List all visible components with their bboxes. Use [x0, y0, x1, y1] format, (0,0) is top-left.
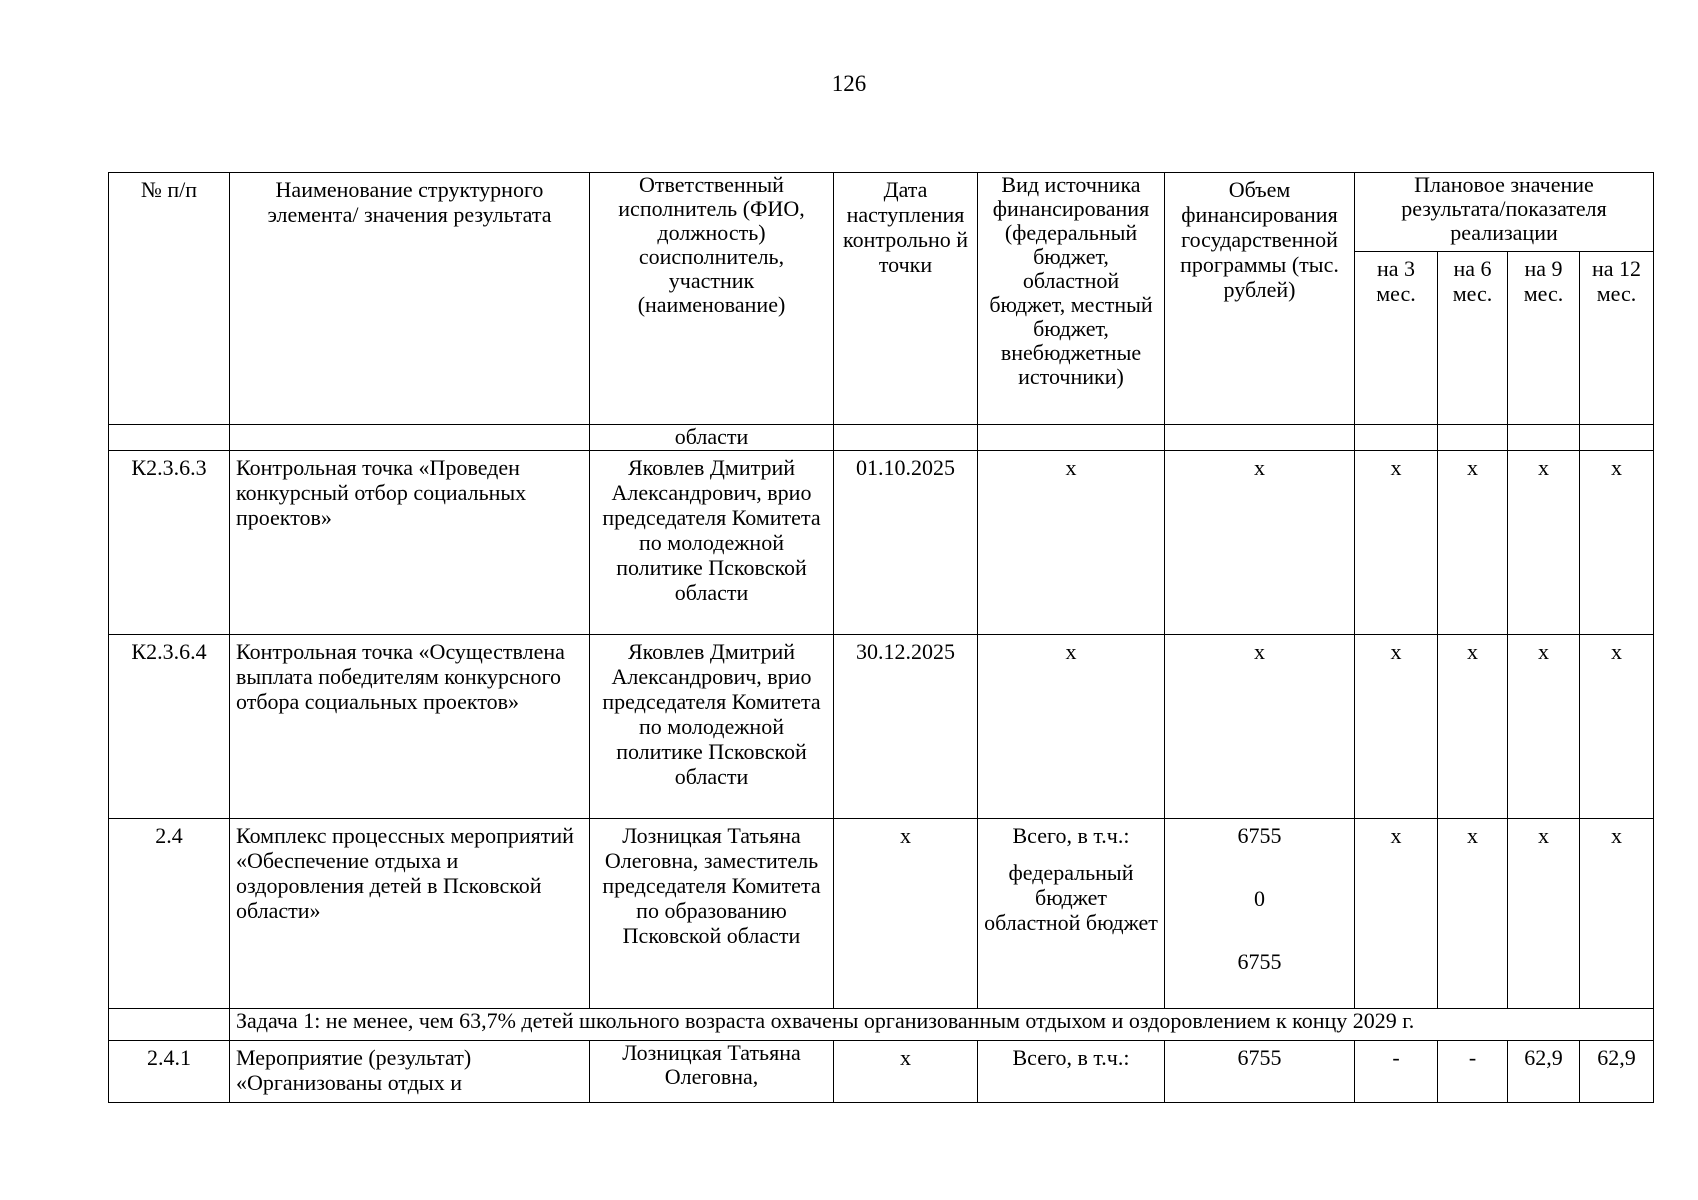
row-volume	[1165, 819, 1355, 1009]
row-source: x	[978, 635, 1165, 819]
row-m12: x	[1580, 635, 1654, 819]
header-source: Вид источника финансирования (федеральный бюджет, областной бюджет, местный бюджет, внебюджетные источники)	[978, 173, 1165, 425]
task-text: Задача 1: не менее, чем 63,7% детей школьного возраста охвачены организованным отдыхом и оздоровлением к концу 2029 г.	[230, 1009, 1654, 1041]
row-responsible: Яковлев Дмитрий Александрович, врио председателя Комитета по молодежной политике Псковской области	[590, 451, 834, 635]
row-m3: -	[1355, 1041, 1438, 1103]
row-m9: 62,9	[1508, 1041, 1580, 1103]
row-source	[978, 819, 1165, 1009]
header-m6: на 6 мес.	[1438, 252, 1508, 425]
continuation-text: области	[590, 425, 834, 451]
header-m3: на 3 мес.	[1355, 252, 1438, 425]
volume-total: 6755	[1237, 823, 1282, 848]
row-name: Комплекс процессных мероприятий «Обеспечение отдыха и оздоровления детей в Псковской области»	[230, 819, 590, 1009]
volume-federal: 0	[1254, 886, 1265, 911]
row-num: К2.3.6.3	[109, 451, 230, 635]
header-num: № п/п	[109, 173, 230, 425]
row-name: Контрольная точка «Осуществлена выплата победителям конкурсного отбора социальных проектов»	[230, 635, 590, 819]
row-date: x	[834, 819, 978, 1009]
row-m9: x	[1508, 819, 1580, 1009]
task-row	[109, 1009, 1654, 1041]
row-m9: x	[1508, 451, 1580, 635]
row-responsible: Лозницкая Татьяна Олеговна,	[590, 1041, 834, 1103]
program-table	[108, 172, 1654, 1103]
source-total: Всего, в т.ч.:	[1012, 823, 1130, 848]
row-source: Всего, в т.ч.:	[978, 1041, 1165, 1103]
row-m12: 62,9	[1580, 1041, 1654, 1103]
table-row	[109, 1041, 1654, 1103]
row-volume: x	[1165, 451, 1355, 635]
row-m6: x	[1438, 819, 1508, 1009]
row-responsible: Лозницкая Татьяна Олеговна, заместитель председателя Комитета по образованию Псковской области	[590, 819, 834, 1009]
header-date: Дата наступления контрольно й точки	[834, 173, 978, 425]
row-num: К2.3.6.4	[109, 635, 230, 819]
header-responsible: Ответственный исполнитель (ФИО, должность) соисполнитель, участник (наименование)	[590, 173, 834, 425]
page-number: 126	[831, 71, 867, 96]
row-m6: x	[1438, 451, 1508, 635]
table-row	[109, 451, 1654, 635]
row-m12: x	[1580, 819, 1654, 1009]
row-num: 2.4	[109, 819, 230, 1009]
header-volume: Объем финансирования государственной программы (тыс. рублей)	[1165, 173, 1355, 425]
row-date: 30.12.2025	[834, 635, 978, 819]
header-planned: Плановое значение результата/показателя реализации	[1355, 173, 1654, 252]
row-m3: x	[1355, 819, 1438, 1009]
row-responsible: Яковлев Дмитрий Александрович, врио председателя Комитета по молодежной политике Псковской области	[590, 635, 834, 819]
source-federal: федеральный бюджет	[1008, 860, 1134, 910]
header-m12: на 12 мес.	[1580, 252, 1654, 425]
row-m6: x	[1438, 635, 1508, 819]
row-m3: x	[1355, 635, 1438, 819]
row-volume: x	[1165, 635, 1355, 819]
row-volume: 6755	[1165, 1041, 1355, 1103]
row-date: 01.10.2025	[834, 451, 978, 635]
row-name: Контрольная точка «Проведен конкурсный отбор социальных проектов»	[230, 451, 590, 635]
row-m12: x	[1580, 451, 1654, 635]
row-name: Мероприятие (результат) «Организованы отдых и	[230, 1041, 590, 1103]
volume-regional: 6755	[1237, 949, 1282, 974]
header-m9: на 9 мес.	[1508, 252, 1580, 425]
row-date: x	[834, 1041, 978, 1103]
row-num: 2.4.1	[109, 1041, 230, 1103]
header-name: Наименование структурного элемента/ значения результата	[230, 173, 590, 425]
row-m6: -	[1438, 1041, 1508, 1103]
table-header-row	[109, 173, 1654, 252]
source-regional: областной бюджет	[984, 910, 1158, 935]
table-row	[109, 635, 1654, 819]
row-m3: x	[1355, 451, 1438, 635]
table-row	[109, 425, 1654, 451]
table-row	[109, 819, 1654, 1009]
row-source: x	[978, 451, 1165, 635]
row-m9: x	[1508, 635, 1580, 819]
